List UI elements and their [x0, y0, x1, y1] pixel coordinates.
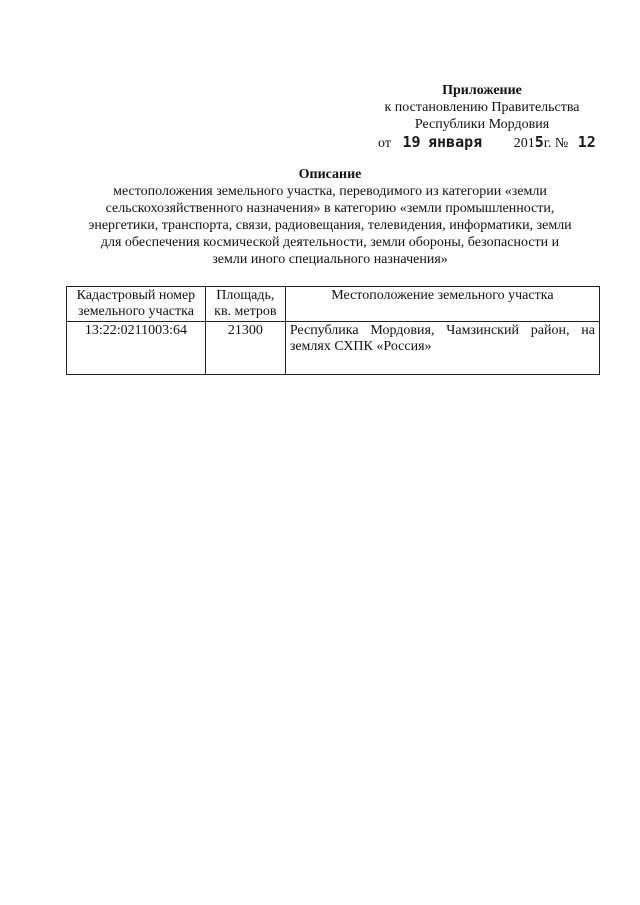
description-line-4: для обеспечения космической деятельности, земли обороны, безопасности и: [100, 235, 560, 250]
description-line-1: местоположения земельного участка, переводимого из категории «земли: [113, 184, 547, 199]
year-printed: 201: [513, 136, 535, 151]
handwritten-day: 19: [402, 133, 421, 151]
handwritten-month: января: [428, 133, 483, 151]
decree-date-line: [378, 133, 618, 153]
cell-cadastral-number: 13:22:0211003:64: [67, 322, 206, 375]
appendix-line-2: Республики Мордовия: [414, 117, 550, 132]
table-row: [67, 322, 600, 375]
description-heading: [60, 166, 600, 268]
header-area: Площадь, кв. метров: [205, 287, 285, 322]
cell-location: Республика Мордовия, Чамзинский район, на землях СХПК «Россия»: [285, 322, 599, 375]
cell-area: 21300: [205, 322, 285, 375]
appendix-title: Приложение: [442, 83, 522, 98]
handwritten-decree-number: 12: [577, 133, 596, 151]
year-suffix: г. №: [543, 136, 569, 151]
description-title: Описание: [298, 167, 362, 182]
appendix-line-1: к постановлению Правительства: [384, 100, 580, 115]
appendix-block: [362, 82, 602, 133]
header-location: Местоположение земельного участка: [285, 287, 599, 322]
table-header-row: [67, 287, 600, 322]
handwritten-year-digit: 5: [534, 133, 544, 151]
header-cadastral-number: Кадастровый номер земельного участка: [67, 287, 206, 322]
description-line-3: энергетики, транспорта, связи, радиовещания, телевидения, информатики, земли: [88, 218, 572, 233]
description-line-2: сельскохозяйственного назначения» в категорию «земли промышленности,: [105, 201, 555, 216]
description-line-5: земли иного специального назначения»: [212, 252, 448, 267]
date-prefix: от: [378, 136, 391, 151]
land-plot-table: [66, 286, 600, 375]
